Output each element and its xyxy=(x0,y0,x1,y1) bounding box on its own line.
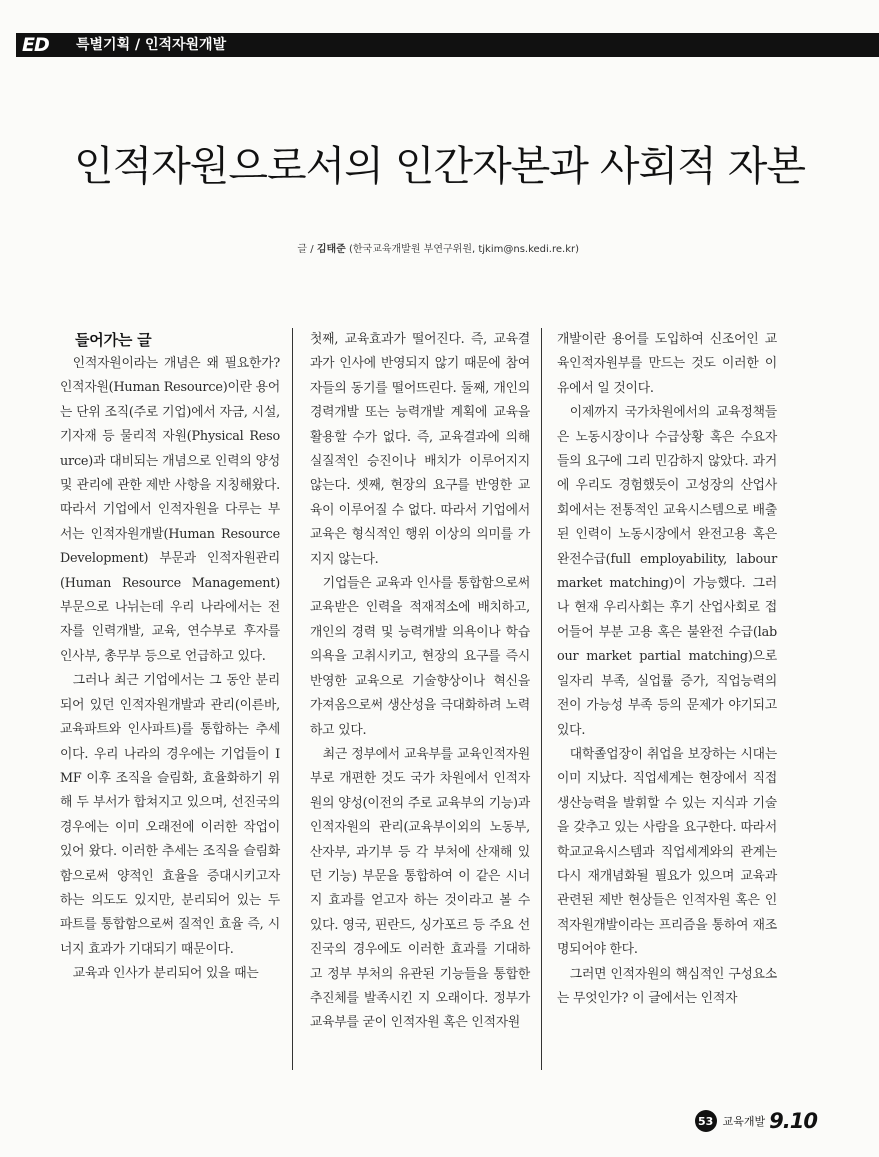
paragraph: 기업들은 교육과 인사를 통합함으로써 교육받은 인력을 적재적소에 배치하고, 개인의 경력 및 능력개발 의욕이나 학습의욕을 고취시키고, 현장의 요구를 즉시 반영한 교육으로 기술향상이나 혁신을 가져옴으로써 생산성을 극대화하려 노력하고 있다. xyxy=(310,576,530,738)
section-label: 특별기획 / 인적자원개발 xyxy=(76,37,227,53)
paragraph: 그러면 인적자원의 핵심적인 구성요소는 무엇인가? 이 글에서는 인적자 xyxy=(557,966,777,1006)
paragraph: 그러나 최근 기업에서는 그 동안 분리되어 있던 인적자원개발과 관리(이른바, 교육파트와 인사파트)를 통합하는 추세이다. 우리 나라의 경우에는 기업들이 IMF 이후 조직을 슬림화, 효율화하기 위해 두 부서가 합쳐지고 있으며, 선진국의 경우에는 이미 오래전에 이러한 작업이 있어 왔다. 이러한 추세는 조직을 슬림화함으로써 양적인 효율을 증대시키고자 하는 의도도 있지만, 분리되어 있는 두 파트를 통합함으로써 질적인 효율 즉, 시너지 효과가 기대되기 때문이다. xyxy=(60,673,280,957)
paragraph: 대학졸업장이 취업을 보장하는 시대는 이미 지났다. 직업세계는 현장에서 직접 생산능력을 발휘할 수 있는 지식과 기술을 갖추고 있는 사람을 요구한다. 따라서 학교교육시스템과 직업세계와의 관계는 다시 재개념화될 필요가 있으며 교육과 관련된 제반 현상들은 인적자원 혹은 인적자원개발이라는 프리즘을 통하여 재조명되어야 한다. xyxy=(557,746,777,958)
text-column-1 xyxy=(60,328,280,987)
byline-prefix: 글 / xyxy=(297,244,314,255)
section-heading: 들어가는 글 xyxy=(75,331,152,349)
text-column-2 xyxy=(310,328,530,1036)
text-column-3 xyxy=(557,328,777,1011)
paragraph: 최근 정부에서 교육부를 교육인적자원부로 개편한 것도 국가 차원에서 인적자원의 양성(이전의 주로 교육부의 기능)과 인적자원의 관리(교육부이외의 노동부, 산자부, 과기부 등 각 부처에 산재해 있던 기능) 부문을 통합하여 이 같은 시너지 효과를 얻고자 하는 것이라고 볼 수 있다. 영국, 핀란드, 싱가포르 등 주요 선진국의 경우에도 이러한 효과를 기대하고 정부 부처의 유관된 기능들을 통합한 추진체를 발족시킨 지 오래이다. 정부가 교육부를 굳이 인적자원 혹은 인적자원 xyxy=(310,746,530,1031)
column-divider xyxy=(292,328,293,1070)
section-header-bar xyxy=(16,33,879,57)
author-name: 김태준 xyxy=(316,244,346,255)
page-number: 53 xyxy=(695,1110,717,1132)
paragraph: 이제까지 국가차원에서의 교육정책들은 노동시장이나 수급상황 혹은 수요자들의 요구에 그리 민감하지 않았다. 과거에 우리도 경험했듯이 고성장의 산업사회에서는 전통적인 교육시스템으로 배출된 인력이 노동시장에서 완전고용 혹은 완전수급(full employability, labour market matching)이 가능했다. 그러나 현재 우리사회는 후기 산업사회로 접어들어 부분 고용 혹은 불완전 수급(labour market partial matching)으로 일자리 부족, 실업률 증가, 직업능력의 전이 가능성 부족 등의 문제가 야기되고 있다. xyxy=(557,405,777,738)
paragraph: 개발이란 용어를 도입하여 신조어인 교육인적자원부를 만드는 것도 이러한 이유에서 일 것이다. xyxy=(557,332,777,396)
magazine-name: 교육개발 xyxy=(722,1115,766,1128)
page-footer xyxy=(695,1108,817,1134)
author-affiliation: (한국교육개발원 부연구위원, tjkim@ns.kedi.re.kr) xyxy=(348,244,579,255)
paragraph: 첫째, 교육효과가 떨어진다. 즉, 교육결과가 인사에 반영되지 않기 때문에 참여자들의 동기를 떨어뜨린다. 둘째, 개인의 경력개발 또는 능력개발 계획에 교육을 활용할 수가 없다. 즉, 교육결과에 의해 실질적인 승진이나 배치가 이루어지지 않는다. 셋째, 현장의 요구를 반영한 교육이 이루어질 수 없다. 따라서 기업에서 교육은 형식적인 행위 이상의 의미를 가지지 않는다. xyxy=(310,332,530,567)
byline xyxy=(297,240,579,255)
column-divider xyxy=(541,328,542,1070)
article-title: 인적자원으로서의 인간자본과 사회적 자본 xyxy=(73,142,805,190)
paragraph: 인적자원이라는 개념은 왜 필요한가? 인적자원(Human Resource)이란 용어는 단위 조직(주로 기업)에서 자금, 시설, 기자재 등 물리적 자원(Physical Resource)과 대비되는 개념으로 인력의 양성 및 관리에 관한 제반 사항을 지칭해왔다. 따라서 기업에서 인적자원을 다루는 부서는 인적자원개발(Human Resource Development) 부문과 인적자원관리(Human Resource Management) 부문으로 나뉘는데 우리 나라에서는 전자를 인력개발, 교육, 연수부로 후자를 인사부, 총무부 등으로 언급하고 있다. xyxy=(60,356,281,664)
paragraph: 교육과 인사가 분리되어 있을 때는 xyxy=(72,966,259,982)
magazine-logo: ED xyxy=(22,34,49,56)
issue-number: 9.10 xyxy=(769,1109,817,1133)
